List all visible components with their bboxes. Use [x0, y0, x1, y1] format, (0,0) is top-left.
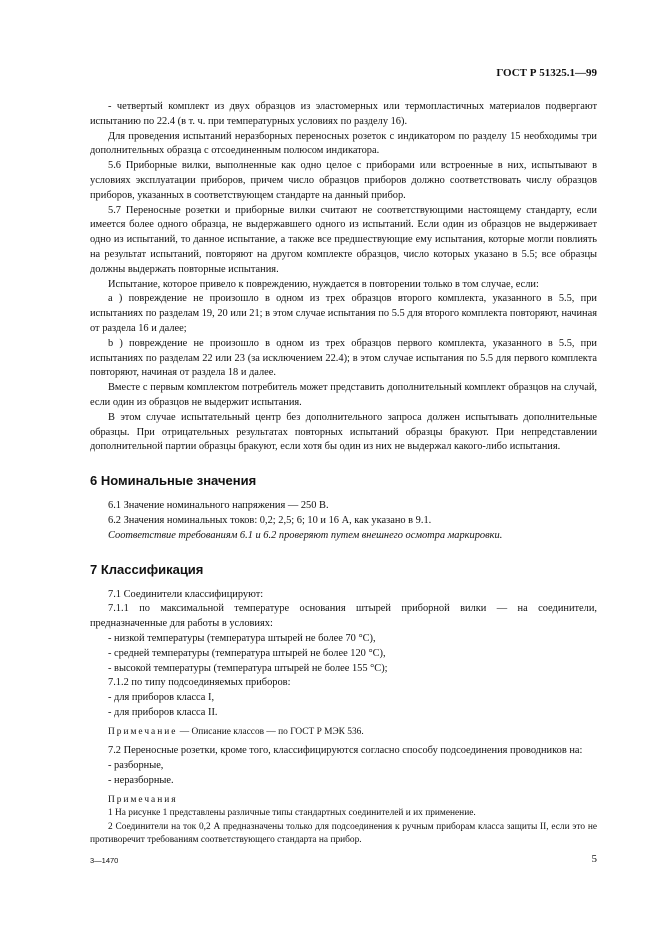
- running-header: ГОСТ Р 51325.1—99: [496, 67, 597, 79]
- clause-5-6: 5.6 Приборные вилки, выполненные как одно целое с приборами или встроенные в них, испытывают в условиях эксплуатации приборов, причем число образцов приборов должно соответствовать числу образцов приборов, указанных в соответствующем стандарте на данный прибор.: [90, 160, 597, 201]
- clause-6-2: 6.2 Значения номинальных токов: 0,2; 2,5; 6; 10 и 16 А, как указано в 9.1.: [108, 514, 432, 526]
- list-item: - средней температуры (температура штырей не более 120 °С),: [108, 647, 386, 659]
- clause-7-2: 7.2 Переносные розетки, кроме того, классифицируются согласно способу подсоединения проводников на:: [108, 745, 583, 757]
- section-7-heading: 7 Классификация: [90, 561, 204, 577]
- paragraph: В этом случае испытательный центр без дополнительного запроса должен испытывать дополнительные образцы. При отрицательных результатах повторных испытаний образцы бракуют. При непредставлении дополнительной партии образцы бракуют, если хотя бы один из них не выдержал какого-либо испытания.: [90, 411, 597, 453]
- compliance-note: Соответствие требованиям 6.1 и 6.2 проверяют путем внешнего осмотра маркировки.: [108, 529, 503, 541]
- list-item-b: b ) повреждение не произошло в одном из трех образцов первого комплекта, указанного в 5.5, при испытаниях по разделам 22 или 23 (за исключением 22.4); в этом случае испытания по 5.5 для первого комплекта повторяют, начиная от раздела 18 и далее.: [90, 337, 597, 379]
- clause-6-1: 6.1 Значение номинального напряжения — 250 В.: [108, 500, 329, 512]
- page-body: [90, 100, 597, 848]
- section-6-heading: 6 Номинальные значения: [90, 473, 257, 489]
- note: [90, 726, 597, 740]
- paragraph: - четвертый комплект из двух образцов из эластомерных или термопластичных материалов подвергают испытанию по 22.4 (в т. ч. при температурных условиях по разделу 16).: [90, 101, 597, 127]
- note-1: 1 На рисунке 1 представлены различные типы стандартных соединителей и их применение.: [108, 808, 476, 819]
- paragraph: Вместе с первым комплектом потребитель может представить дополнительный комплект образцов на случай, если один из образцов не выдержит испытания.: [90, 382, 597, 408]
- notes-label: Примечания: [108, 794, 178, 805]
- list-item: - разборные,: [108, 759, 164, 771]
- note-2: 2 Соединители на ток 0,2 А предназначены только для подсоединения к ручным приборам класса защиты II, если это не противоречит требованиям соответствующего стандарта на прибор.: [90, 821, 597, 846]
- paragraph: Испытание, которое привело к повреждению, нуждается в повторении только в том случае, если:: [108, 278, 539, 290]
- note-text: — Описание классов — по ГОСТ Р МЭК 536.: [177, 726, 364, 737]
- list-item: - для приборов класса II.: [108, 706, 218, 718]
- list-item: - для приборов класса I,: [108, 692, 215, 704]
- clause-7-1-1: 7.1.1 по максимальной температуре основания штырей приборной вилки — на соединители, предназначенные для работы в условиях:: [90, 603, 597, 630]
- list-item: - неразборные.: [108, 774, 174, 786]
- page-number: 5: [591, 853, 597, 865]
- list-item: - низкой температуры (температура штырей не более 70 °С),: [108, 632, 376, 644]
- paragraph: Для проведения испытаний неразборных переносных розеток с индикатором по разделу 15 необходимы три дополнительных образца с отсоединенным полюсом индикатора.: [90, 130, 597, 157]
- list-item: - высокой температуры (температура штырей не более 155 °С);: [108, 662, 388, 674]
- clause-5-7: 5.7 Переносные розетки и приборные вилки считают не соответствующими настоящему стандарту, если имеется более одного образца, не выдержавшего одного из испытаний. Если один из образцов не выдерживает одно из испытаний, то данное испытание, а также все предшествующие ему испытания, которые могли повлиять на результат испытаний, повторяют на другом комплекте образцов, число которых указано в 5.5; все образцы должны выдержать повторные испытания.: [90, 204, 597, 275]
- note-label: Примечание: [108, 726, 178, 737]
- list-item-a: a ) повреждение не произошло в одном из трех образцов второго комплекта, указанного в 5.5, при испытаниях по разделам 19, 20 или 21; в этом случае испытания по 5.5 для второго комплекта повторяют, начиная от раздела 16 и далее;: [90, 293, 597, 334]
- print-code: 3—1470: [90, 856, 119, 865]
- clause-7-1: 7.1 Соединители классифицируют:: [108, 588, 264, 600]
- clause-7-1-2: 7.1.2 по типу подсоединяемых приборов:: [108, 677, 291, 689]
